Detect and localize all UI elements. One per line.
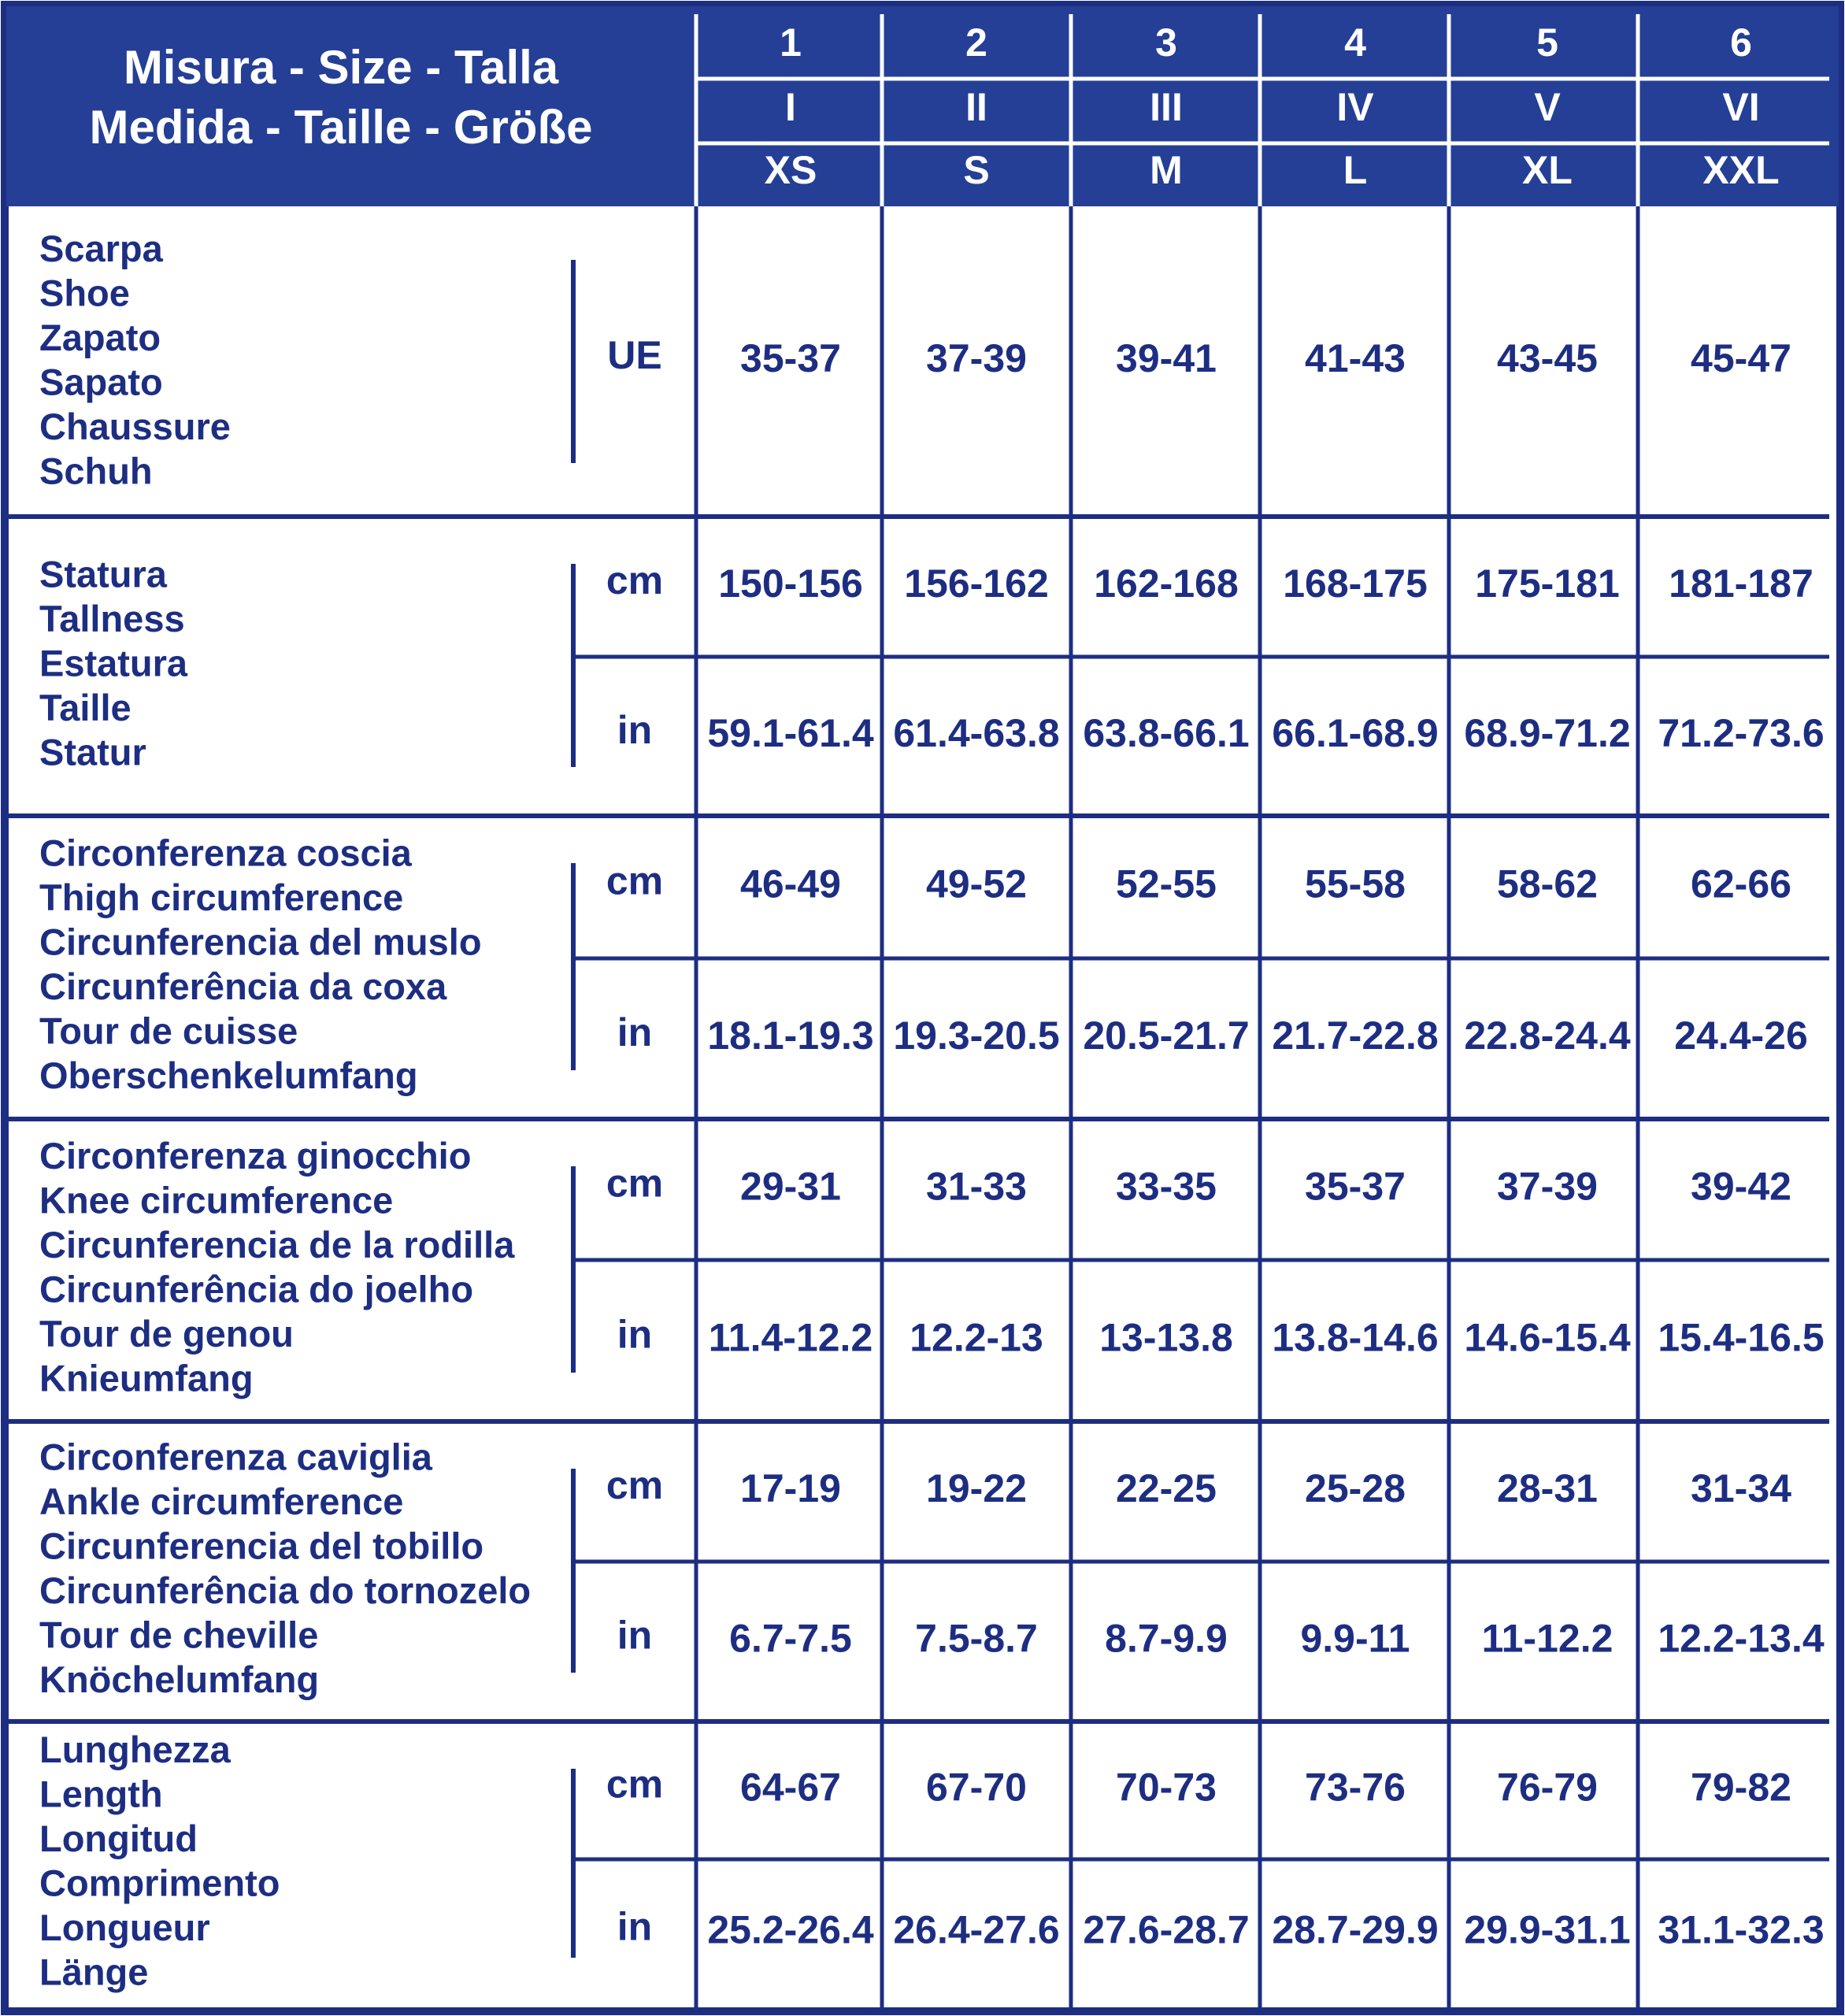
- measure-label: Shoe: [39, 272, 130, 314]
- measure-label: Circunferencia de la rodilla: [39, 1224, 515, 1266]
- unit-in: in: [617, 708, 653, 753]
- unit-UE: UE: [607, 333, 662, 378]
- size-letter-S: S: [963, 148, 990, 193]
- measure-label: Circonferenza caviglia: [39, 1436, 432, 1478]
- value-cell: 71.2-73.6: [1658, 711, 1825, 756]
- value-cell: 73-76: [1305, 1765, 1406, 1810]
- measure-label: Comprimento: [39, 1862, 280, 1904]
- value-cell: 20.5-21.7: [1083, 1014, 1250, 1058]
- measure-label: Circonferenza coscia: [39, 832, 412, 874]
- value-cell: 25-28: [1305, 1466, 1406, 1511]
- value-cell: 63.8-66.1: [1083, 711, 1250, 756]
- value-cell: 67-70: [926, 1765, 1027, 1810]
- value-cell: 41-43: [1305, 336, 1406, 381]
- size-number-5: 5: [1536, 20, 1558, 65]
- value-cell: 66.1-68.9: [1272, 711, 1439, 756]
- header-title-line-1: Misura - Size - Talla: [123, 40, 559, 94]
- measure-label: Estatura: [39, 642, 188, 684]
- measure-label: Statur: [39, 731, 146, 773]
- measure-label: Sapato: [39, 361, 163, 403]
- value-cell: 175-181: [1475, 561, 1620, 606]
- size-letter-XL: XL: [1522, 148, 1573, 193]
- value-cell: 35-37: [740, 336, 841, 381]
- value-cell: 6.7-7.5: [729, 1616, 852, 1661]
- value-cell: 68.9-71.2: [1464, 711, 1631, 756]
- measure-label: Lunghezza: [39, 1729, 231, 1771]
- measure-label: Longitud: [39, 1818, 198, 1860]
- value-cell: 31-34: [1691, 1466, 1791, 1511]
- value-cell: 28.7-29.9: [1272, 1907, 1439, 1952]
- value-cell: 11.4-12.2: [708, 1315, 873, 1360]
- size-roman-I: I: [785, 85, 796, 130]
- size-roman-IV: IV: [1336, 85, 1374, 130]
- size-roman-III: III: [1150, 85, 1183, 130]
- value-cell: 31.1-32.3: [1658, 1907, 1825, 1952]
- measure-label: Longueur: [39, 1907, 210, 1949]
- value-cell: 18.1-19.3: [707, 1014, 874, 1058]
- unit-in: in: [617, 1613, 653, 1658]
- value-cell: 17-19: [740, 1466, 841, 1511]
- measure-label: Statura: [39, 553, 167, 595]
- measure-label: Circunferencia del tobillo: [39, 1525, 484, 1567]
- value-cell: 29-31: [740, 1164, 841, 1209]
- value-cell: 9.9-11: [1300, 1616, 1410, 1661]
- value-cell: 58-62: [1497, 862, 1598, 906]
- value-cell: 24.4-26: [1674, 1014, 1808, 1058]
- value-cell: 150-156: [718, 561, 863, 606]
- measure-label: Zapato: [39, 317, 161, 359]
- size-number-1: 1: [780, 20, 802, 65]
- value-cell: 25.2-26.4: [707, 1907, 874, 1952]
- value-cell: 14.6-15.4: [1464, 1315, 1631, 1360]
- measure-label: Thigh circumference: [39, 876, 404, 919]
- size-letter-M: M: [1150, 148, 1183, 193]
- value-cell: 70-73: [1116, 1765, 1217, 1810]
- value-cell: 39-41: [1116, 336, 1217, 381]
- value-cell: 61.4-63.8: [893, 711, 1060, 756]
- measure-label: Circonferenza ginocchio: [39, 1135, 472, 1177]
- value-cell: 13-13.8: [1099, 1315, 1233, 1360]
- size-letter-L: L: [1343, 148, 1368, 193]
- value-cell: 22.8-24.4: [1464, 1014, 1631, 1058]
- value-cell: 35-37: [1305, 1164, 1406, 1209]
- size-number-6: 6: [1730, 20, 1752, 65]
- value-cell: 59.1-61.4: [707, 711, 874, 756]
- value-cell: 11-12.2: [1481, 1616, 1613, 1661]
- value-cell: 43-45: [1497, 336, 1598, 381]
- unit-cm: cm: [606, 858, 664, 903]
- size-number-3: 3: [1155, 20, 1177, 65]
- unit-in: in: [617, 1312, 653, 1357]
- measure-label: Taille: [39, 686, 132, 728]
- size-number-2: 2: [965, 20, 987, 65]
- value-cell: 46-49: [740, 862, 841, 906]
- value-cell: 52-55: [1116, 862, 1217, 906]
- value-cell: 27.6-28.7: [1083, 1907, 1250, 1952]
- measure-label: Circunferência do tornozelo: [39, 1569, 532, 1612]
- measure-label: Tour de cheville: [39, 1614, 319, 1656]
- unit-cm: cm: [606, 1463, 664, 1508]
- measure-label: Tallness: [39, 597, 185, 639]
- value-cell: 64-67: [740, 1765, 841, 1810]
- value-cell: 12.2-13: [910, 1315, 1043, 1360]
- measure-label: Chaussure: [39, 406, 231, 448]
- measure-label: Circunferência do joelho: [39, 1268, 474, 1310]
- value-cell: 19.3-20.5: [893, 1014, 1060, 1058]
- measure-label: Ankle circumference: [39, 1480, 404, 1523]
- value-cell: 29.9-31.1: [1464, 1907, 1631, 1952]
- measure-label: Circunferência da coxa: [39, 965, 447, 1008]
- value-cell: 8.7-9.9: [1105, 1616, 1228, 1661]
- size-letter-XS: XS: [764, 148, 817, 193]
- unit-in: in: [617, 1010, 653, 1055]
- measure-label: Knöchelumfang: [39, 1658, 320, 1701]
- measure-label: Knee circumference: [39, 1179, 394, 1221]
- value-cell: 79-82: [1691, 1765, 1791, 1810]
- value-cell: 26.4-27.6: [893, 1907, 1060, 1952]
- header-title-line-2: Medida - Taille - Größe: [89, 100, 593, 154]
- value-cell: 28-31: [1497, 1466, 1598, 1511]
- unit-cm: cm: [606, 558, 664, 603]
- value-cell: 49-52: [926, 862, 1027, 906]
- value-cell: 21.7-22.8: [1272, 1014, 1439, 1058]
- size-roman-II: II: [965, 85, 987, 130]
- measure-label: Schuh: [39, 450, 153, 492]
- value-cell: 22-25: [1116, 1466, 1217, 1511]
- size-letter-XXL: XXL: [1702, 148, 1780, 193]
- value-cell: 76-79: [1497, 1765, 1598, 1810]
- value-cell: 62-66: [1691, 862, 1791, 906]
- value-cell: 12.2-13.4: [1658, 1616, 1825, 1661]
- value-cell: 7.5-8.7: [915, 1616, 1038, 1661]
- unit-cm: cm: [606, 1762, 664, 1807]
- value-cell: 37-39: [1497, 1164, 1598, 1209]
- measure-label: Circunferencia del muslo: [39, 921, 482, 963]
- unit-cm: cm: [606, 1161, 664, 1206]
- value-cell: 156-162: [904, 561, 1049, 606]
- value-cell: 162-168: [1094, 561, 1239, 606]
- table-frame: [5, 5, 1840, 2011]
- measure-label: Tour de cuisse: [39, 1010, 298, 1052]
- value-cell: 37-39: [926, 336, 1027, 381]
- value-cell: 168-175: [1283, 561, 1428, 606]
- measure-label: Length: [39, 1773, 163, 1815]
- value-cell: 181-187: [1669, 561, 1814, 606]
- size-roman-V: V: [1534, 85, 1561, 130]
- unit-in: in: [617, 1904, 653, 1949]
- value-cell: 39-42: [1691, 1164, 1791, 1209]
- measure-label: Länge: [39, 1951, 149, 1993]
- measure-label: Knieumfang: [39, 1357, 254, 1399]
- value-cell: 33-35: [1116, 1164, 1217, 1209]
- value-cell: 13.8-14.6: [1272, 1315, 1439, 1360]
- measure-label: Tour de genou: [39, 1313, 294, 1355]
- value-cell: 15.4-16.5: [1658, 1315, 1825, 1360]
- value-cell: 55-58: [1305, 862, 1406, 906]
- size-roman-VI: VI: [1722, 85, 1760, 130]
- value-cell: 31-33: [926, 1164, 1027, 1209]
- value-cell: 45-47: [1691, 336, 1791, 381]
- size-number-4: 4: [1344, 20, 1366, 65]
- measure-label: Scarpa: [39, 228, 163, 270]
- measure-label: Oberschenkelumfang: [39, 1054, 418, 1097]
- value-cell: 19-22: [926, 1466, 1027, 1511]
